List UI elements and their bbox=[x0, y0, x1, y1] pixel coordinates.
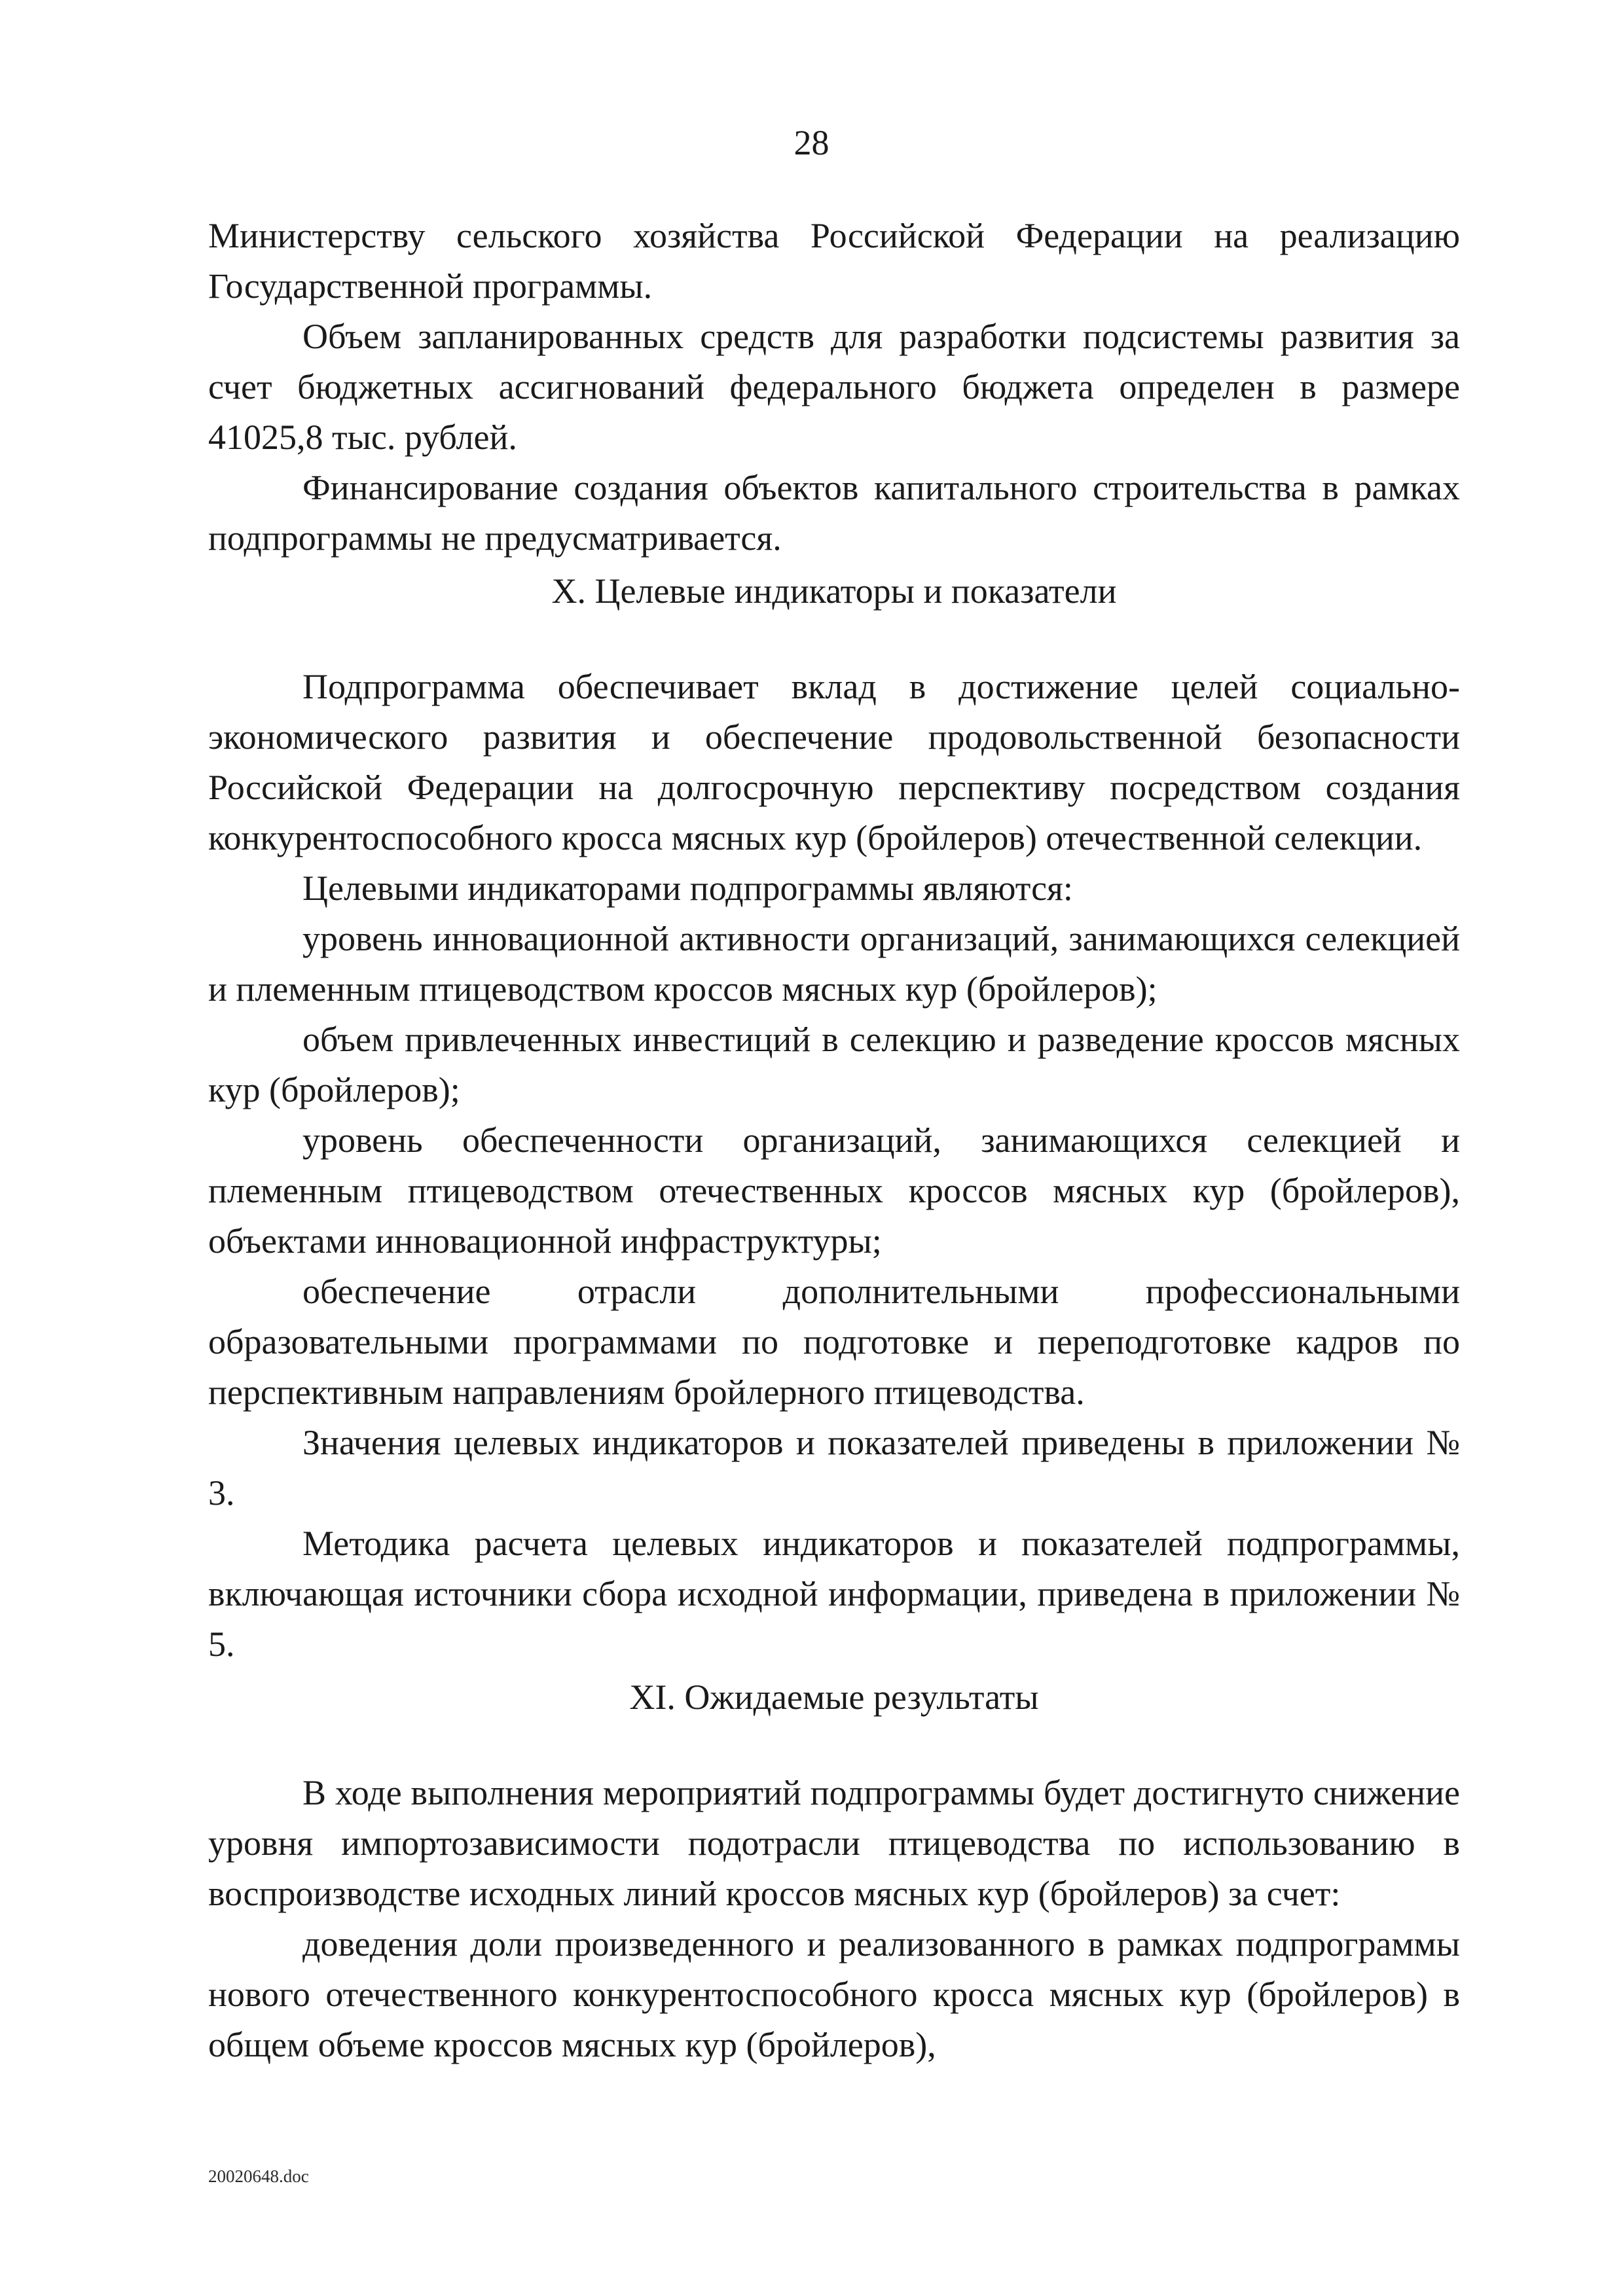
paragraph-continuation: Министерству сельского хозяйства Российской Федерации на реализацию Государственной программы. bbox=[208, 216, 1460, 306]
document-filename: 20020648.doc bbox=[208, 2166, 309, 2186]
paragraph-appendix-3: Значения целевых индикаторов и показателей приведены в приложении № 3. bbox=[208, 1423, 1460, 1513]
paragraph-funding-volume: Объем запланированных средств для разработки подсистемы развития за счет бюджетных ассигнований федерального бюджета определен в размере 41025,8 тыс. рублей. bbox=[208, 317, 1460, 457]
paragraph-share-bringing: доведения доли произведенного и реализованного в рамках подпрограммы нового отечественного конкурентоспособного кросса мясных кур (бройлеров) в общем объеме кроссов мясных кур (бройлеров), bbox=[208, 1924, 1460, 2064]
paragraph-contribution: Подпрограмма обеспечивает вклад в достижение целей социально-экономического развития и обеспечение продовольственной безопасности Российской Федерации на долгосрочную перспективу посредством создания конкурентоспособного кросса мясных кур (бройлеров) отечественной селекции. bbox=[208, 667, 1460, 857]
list-item-investments: объем привлеченных инвестиций в селекцию и разведение кроссов мясных кур (бройлеров); bbox=[208, 1020, 1460, 1109]
paragraph-expected-results: В ходе выполнения мероприятий подпрограммы будет достигнуто снижение уровня импортозависимости подотрасли птицеводства по использованию в воспроизводстве исходных линий кроссов мясных кур (бройлеров) за счет: bbox=[208, 1773, 1460, 1913]
paragraph-indicators-intro: Целевыми индикаторами подпрограммы являются: bbox=[302, 869, 1073, 908]
page-number: 28 bbox=[793, 123, 830, 162]
document-body bbox=[208, 211, 1460, 2070]
section-heading-11: XI. Ожидаемые результаты bbox=[629, 1677, 1039, 1717]
list-item-infrastructure: уровень обеспеченности организаций, занимающихся селекцией и племенным птицеводством отечественных кроссов мясных кур (бройлеров), объектами инновационной инфраструктуры; bbox=[208, 1121, 1460, 1261]
list-item-education: обеспечение отрасли дополнительными профессиональными образовательными программами по подготовке и переподготовке кадров по перспективным направлениям бройлерного птицеводства. bbox=[208, 1272, 1460, 1412]
list-item-innovation-activity: уровень инновационной активности организаций, занимающихся селекцией и племенным птицеводством кроссов мясных кур (бройлеров); bbox=[208, 919, 1460, 1009]
paragraph-appendix-5: Методика расчета целевых индикаторов и показателей подпрограммы, включающая источники сбора исходной информации, приведена в приложении № 5. bbox=[208, 1524, 1460, 1664]
section-heading-10: X. Целевые индикаторы и показатели bbox=[551, 571, 1117, 611]
paragraph-capital-construction: Финансирование создания объектов капитального строительства в рамках подпрограммы не предусматривается. bbox=[208, 468, 1460, 558]
